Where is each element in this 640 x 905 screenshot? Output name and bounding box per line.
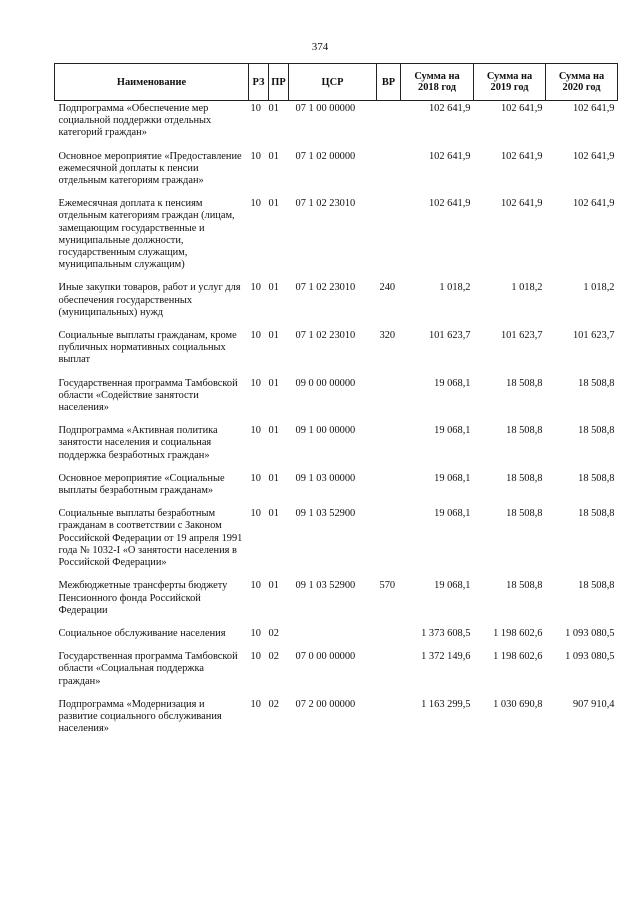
table-row [55,626,618,649]
row-rz: 10 [250,508,261,520]
header-sum-2020: Сумма на 2020 год [546,64,618,101]
row-sum-2018: 101 623,7 [428,330,471,342]
table-row [55,471,618,506]
row-vr [377,697,401,745]
row-vr [377,149,401,197]
header-csr: ЦСР [289,64,377,101]
table-row [55,328,618,376]
row-pr: 01 [268,425,279,437]
row-pr: 01 [268,330,279,342]
table-header-row [55,64,618,101]
row-csr: 07 1 02 23010 [295,330,356,342]
row-rz: 10 [250,472,261,484]
row-sum-2020: 1 093 080,5 [565,627,615,639]
row-rz: 10 [250,580,261,592]
row-sum-2019: 18 508,8 [506,425,543,437]
header-sum-2019: Сумма на 2019 год [474,64,546,101]
row-vr [377,649,401,697]
row-rz: 10 [250,282,261,294]
row-sum-2020: 18 508,8 [578,508,615,520]
row-rz: 10 [250,198,261,210]
row-pr: 01 [268,377,279,389]
table-row [55,578,618,626]
row-sum-2018: 102 641,9 [428,103,471,114]
row-vr [377,101,401,149]
row-sum-2018: 1 163 299,5 [421,698,471,710]
row-rz: 10 [250,330,261,342]
header-pr: ПР [269,64,289,101]
row-csr: 07 1 02 23010 [295,282,356,294]
row-sum-2020: 102 641,9 [572,150,615,162]
row-pr: 01 [268,103,279,114]
row-vr [377,196,401,280]
row-csr: 09 1 03 52900 [295,508,356,520]
row-sum-2020: 1 018,2 [583,282,615,294]
row-pr: 01 [268,198,279,210]
table-row [55,280,618,328]
row-name: Подпрограмма «Активная политика занятости населения и социальная поддержка безработных граждан» [58,425,218,461]
row-sum-2020: 101 623,7 [572,330,615,342]
row-pr: 01 [268,150,279,162]
table-row [55,697,618,745]
row-csr: 07 1 02 23010 [295,198,356,210]
table-body [55,101,618,745]
row-sum-2018: 102 641,9 [428,198,471,210]
page-number: 374 [311,41,329,53]
row-sum-2019: 18 508,8 [506,580,543,592]
row-csr: 09 1 03 52900 [295,580,356,592]
row-pr: 02 [268,698,279,710]
table-row [55,101,618,149]
row-pr: 02 [268,651,279,663]
row-sum-2018: 19 068,1 [434,425,471,437]
table-row [55,149,618,197]
row-name: Подпрограмма «Обеспечение мер социальной поддержки отдельных категорий граждан» [58,103,212,139]
row-sum-2020: 907 910,4 [572,698,615,710]
row-name: Ежемесячная доплата к пенсиям отдельным категориям граждан (лицам, замещающим государственные и муниципальные должности, государственным служащим, муниципальным служащим) [58,198,235,271]
row-sum-2020: 18 508,8 [578,472,615,484]
row-rz: 10 [250,377,261,389]
row-sum-2019: 18 508,8 [506,472,543,484]
row-sum-2019: 102 641,9 [500,150,543,162]
row-name: Социальное обслуживание населения [58,627,226,639]
row-sum-2018: 19 068,1 [434,580,471,592]
row-pr: 01 [268,508,279,520]
row-vr [377,506,401,578]
table-row [55,196,618,280]
row-sum-2020: 18 508,8 [578,580,615,592]
row-sum-2019: 1 198 602,6 [493,627,543,639]
row-sum-2018: 19 068,1 [434,508,471,520]
row-rz: 10 [250,103,261,114]
row-pr: 02 [268,627,279,639]
row-sum-2019: 1 198 602,6 [493,651,543,663]
row-vr: 240 [379,282,396,294]
row-csr: 07 0 00 00000 [295,651,356,663]
row-vr [377,376,401,424]
row-name: Социальные выплаты гражданам, кроме публичных нормативных социальных выплат [58,330,237,366]
row-rz: 10 [250,150,261,162]
row-pr: 01 [268,580,279,592]
table-row [55,376,618,424]
row-rz: 10 [250,651,261,663]
row-pr: 01 [268,472,279,484]
row-sum-2019: 102 641,9 [500,103,543,114]
row-sum-2019: 18 508,8 [506,377,543,389]
row-rz: 10 [250,627,261,639]
table-row [55,649,618,697]
row-pr: 01 [268,282,279,294]
row-sum-2019: 1 030 690,8 [493,698,543,710]
row-name: Социальные выплаты безработным гражданам в соответствии с Законом Российской Федерации от 19 апреля 1991 года № 1032-I «О занятости населения в Российской Федерации» [58,508,243,569]
row-sum-2018: 19 068,1 [434,377,471,389]
row-name: Межбюджетные трансферты бюджету Пенсионного фонда Российской Федерации [58,580,228,616]
row-rz: 10 [250,698,261,710]
row-csr: 09 0 00 00000 [295,377,356,389]
row-rz: 10 [250,425,261,437]
row-name: Основное мероприятие «Социальные выплаты безработным гражданам» [58,472,225,497]
row-sum-2019: 18 508,8 [506,508,543,520]
row-vr [377,626,401,649]
row-sum-2020: 102 641,9 [572,198,615,210]
budget-table [54,63,618,744]
header-rz: РЗ [249,64,269,101]
row-csr [289,626,377,649]
header-sum-2018: Сумма на 2018 год [401,64,474,101]
row-sum-2018: 102 641,9 [428,150,471,162]
row-vr: 320 [379,330,396,342]
table-row [55,506,618,578]
row-name: Основное мероприятие «Предоставление ежемесячной доплаты к пенсии отдельным категориям граждан» [58,150,242,187]
row-sum-2020: 18 508,8 [578,425,615,437]
row-vr: 570 [379,580,396,592]
table-row [55,423,618,471]
row-name: Иные закупки товаров, работ и услуг для обеспечения государственных (муниципальных) нужд [58,282,241,318]
row-sum-2018: 19 068,1 [434,472,471,484]
row-name: Подпрограмма «Модернизация и развитие социального обслуживания населения» [58,698,222,735]
row-sum-2018: 1 372 149,6 [421,651,471,663]
row-sum-2018: 1 373 608,5 [421,627,471,639]
header-name: Наименование [55,64,249,101]
row-csr: 07 1 02 00000 [295,150,356,162]
row-sum-2019: 102 641,9 [500,198,543,210]
row-csr: 07 1 00 00000 [295,103,356,114]
row-sum-2019: 101 623,7 [500,330,543,342]
row-vr [377,471,401,506]
row-vr [377,423,401,471]
row-csr: 09 1 00 00000 [295,425,356,437]
header-vr: ВР [377,64,401,101]
row-name: Государственная программа Тамбовской области «Социальная поддержка граждан» [58,651,238,687]
row-csr: 09 1 03 00000 [295,472,356,484]
row-sum-2020: 102 641,9 [572,103,615,114]
row-csr: 07 2 00 00000 [295,698,356,710]
row-sum-2018: 1 018,2 [439,282,471,294]
row-sum-2020: 18 508,8 [578,377,615,389]
row-name: Государственная программа Тамбовской области «Содействие занятости населения» [58,377,238,414]
row-sum-2019: 1 018,2 [511,282,543,294]
row-sum-2020: 1 093 080,5 [565,651,615,663]
